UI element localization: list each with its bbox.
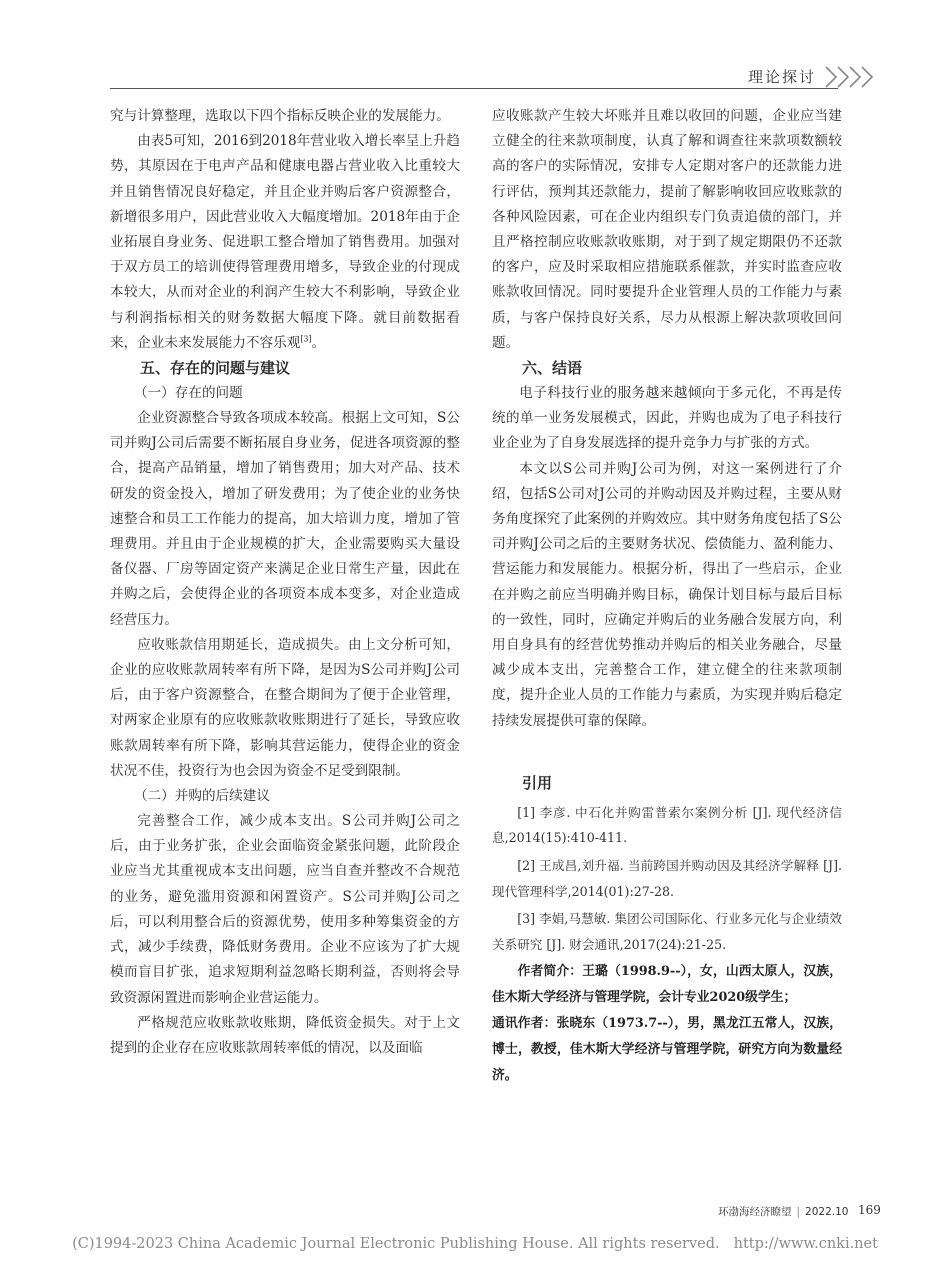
paragraph-continued: 究与计算整理，选取以下四个指标反映企业的发展能力。 [110,108,450,124]
section-label: 理论探讨 [748,68,817,86]
journal-name: 环渤海经济瞭望 [718,1206,792,1218]
reference-item: [2] 王成昌,刘升福. 当前跨国并购动因及其经济学解释 [J]. 现代管理科学,2014(01):27-28. [492,858,842,899]
paragraph-end: 。 [311,334,326,351]
reference-item: [1] 李彦. 中石化并购雷普索尔案例分析 [J]. 现代经济信息,2014(15):410-411. [492,804,842,846]
cnki-link[interactable]: http://www.cnki.net [733,1236,878,1252]
copyright-notice [0,1236,950,1252]
paragraph-credit: 应收账款信用期延长，造成损失。由上文分析可知，企业的应收账款周转率有所下降，是因为S公司并购J公司后，由于客户资源整合，在整合期间为了便于企业管理，对两家企业原有的应收账款收账期进行了延长，导致应收账款周转率有所下降，影响其营运能力，使得企业的资金状况不佳，投资行为也会因为资金不足受到限制。 [110,636,460,779]
page-number: 169 [858,1203,881,1217]
paragraph-integrate: 完善整合工作，减少成本支出。S公司并购J公司之后，由于业务扩张，企业会面临资金紧张问题，此阶段企业应当尤其重视成本支出问题，应当自查并整改不合规范的业务，避免滥用资源和闲置资产。S公司并购J公司之后，可以利用整合后的资源优势，使用多种筹集资金的方式，减少手续费，降低财务费用。企业不应该为了扩大规模而盲目扩张，追求短期利益忽略长期利益，否则将会导致资源闲置进而影响企业营运能力。 [110,813,460,1006]
paragraph-text: 由表5可知，2016到2018年营业收入增长率呈上升趋势，其原因在于电声产品和健康电器占营业收入比重较大并且销售情况良好稳定，并且企业并购后客户资源整合，新增很多用户，因此营业收入大幅度增加。2018年由于企业拓展自身业务、促进职工整合增加了销售费用。加强对于双方员工的培训使得管理费用增多，导致企业的付现成本较大，从而对企业的利润产生较大不利影响，导致企业与利润指标相关的财务数据大幅度下降。就目前数据看来，企业未来发展能力不容乐观 [110,133,460,351]
header-rule [110,88,838,89]
right-column [492,104,842,1089]
reference-item: [3] 李娟,马慧敏. 集团公司国际化、行业多元化与企业绩效关系研究 [J]. 财会通讯,2017(24):21-25. [492,911,842,952]
author-bio: 作者简介：王璐（1998.9--），女，山西太原人，汉族，佳木斯大学经济与管理学院，会计专业2020级学生； [492,964,842,1006]
paragraph-conclusion-1: 电子科技行业的服务越来越倾向于多元化，不再是传统的单一业务发展模式，因此，并购也成为了电子科技行业企业为了自身发展选择的提升竞争力与扩张的方式。 [492,385,842,452]
journal-issue: 2022.10 [805,1206,849,1218]
copyright-text: (C)1994-2023 China Academic Journal Electronic Publishing House. All rights reserved. [72,1236,720,1252]
subsection-heading-problems: （一）存在的问题 [134,385,243,402]
corresponding-author: 通讯作者：张晓东（1973.7--），男，黑龙江五常人，汉族，博士，教授，佳木斯大学经济与管理学院，研究方向为数量经济。 [492,1016,842,1084]
subsection-heading-suggestions: （二）并购的后续建议 [134,788,270,805]
left-column [110,104,460,1061]
paragraph-continued: 应收账款产生较大坏账并且难以收回的问题，企业应当建立健全的往来款项制度，认真了解和调查往来款项数额较高的客户的实际情况，安排专人定期对客户的还款能力进行评估，预判其还款能力，提前了解影响收回应收账款的各种风险因素，可在企业内组织专门负责追债的部门，并且严格控制应收账款收账期，对于到了规定期限仍不还款的客户，应及时采取相应措施联系催款，并实时监查应收账款收回情况。同时要提升企业管理人员的工作能力与素质，与客户保持良好关系，尽力从根源上解决款项收回问题。 [492,108,842,351]
paragraph-development [110,129,460,356]
paragraph-strict: 严格规范应收账款收账期，降低资金损失。对于上文提到的企业存在应收账款周转率低的情况，以及面临 [110,1014,460,1056]
journal-footer [718,1204,848,1219]
citation-ref[interactable]: [3] [300,334,312,344]
paragraph-cost: 企业资源整合导致各项成本较高。根据上文可知，S公司并购J公司后需要不断拓展自身业务，促进各项资源的整合，提高产品销量，增加了销售费用；加大对产品、技术研发的资金投入，增加了研发费用；为了使企业的业务快速整合和员工工作能力的提高，加大培训力度，增加了管理费用。并且由于企业规模的扩大，企业需要购买大量设备仪器、厂房等固定资产来满足企业日常生产量，因此在并购之后，会使得企业的各项资本成本变多，对企业造成经营压力。 [110,410,460,628]
section-heading-5: 五、存在的问题与建议 [140,359,291,378]
section-heading-6: 六、结语 [522,359,583,378]
footer-separator: | [796,1206,801,1218]
paragraph-conclusion-2: 本文以S公司并购J公司为例，对这一案例进行了介绍，包括S公司对J公司的并购动因及并购过程，主要从财务角度探究了此案例的并购效应。其中财务角度包括了S公司并购J公司之后的主要财务状况、偿债能力、盈利能力、营运能力和发展能力。根据分析，得出了一些启示，企业在并购之前应当明确并购目标，确保计划目标与最后目标的一致性，同时，应确定并购后的业务融合发展方向，利用自身具有的经营优势推动并购后的相关业务融合，尽量减少成本支出，完善整合工作，建立健全的往来款项制度，提升企业人员的工作能力与素质，为实现并购后稳定持续发展提供可靠的保障。 [492,460,842,729]
chevron-right-icon [822,64,882,90]
references-title: 引用 [522,773,553,792]
